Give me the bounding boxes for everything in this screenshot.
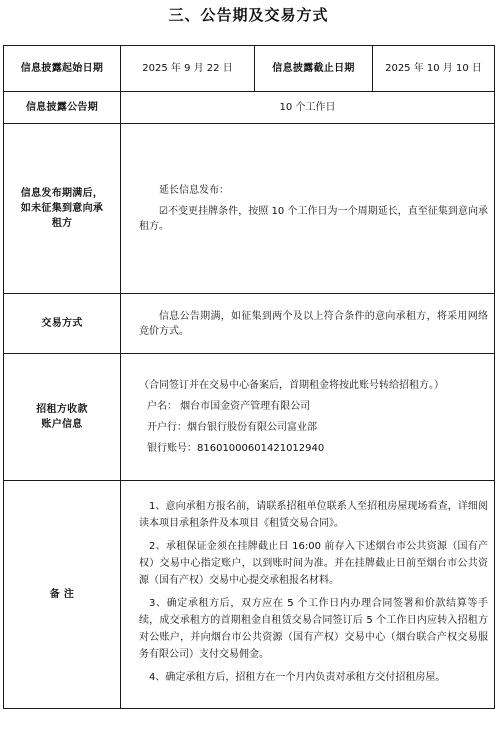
remark-item: 2、承租保证金须在挂牌截止日 16:00 前存入下述烟台市公共资源（国有产权）交易中心指定账户，以到账时间为准。并在挂牌截止日前至烟台市公共资源（国有产权）交易中心提交承租报名材料。	[139, 540, 488, 586]
row-trade-method	[4, 294, 495, 354]
bank-content	[121, 354, 495, 481]
expiry-heading: 延长信息发布：	[159, 185, 229, 196]
row-remarks	[4, 481, 495, 709]
account-bank: 开户行：烟台银行股份有限公司富业部	[147, 422, 317, 433]
trade-content	[121, 294, 495, 354]
end-date-value: 2025 年 10 月 10 日	[373, 46, 495, 92]
bank-label-line: 招租方收款	[36, 404, 88, 415]
remark-item: 4、确定承租方后，招租方在一个月内负责对承租方交付招租房屋。	[149, 671, 446, 683]
expiry-label-line: 信息发布期满后，	[20, 188, 104, 199]
trade-label: 交易方式	[4, 294, 121, 354]
end-date-label: 信息披露截止日期	[255, 46, 373, 92]
start-date-value: 2025 年 9 月 22 日	[121, 46, 255, 92]
start-date-label: 信息披露起始日期	[4, 46, 121, 92]
period-label: 信息披露公告期	[4, 92, 121, 124]
section-title: 三、公告期及交易方式	[168, 6, 329, 24]
remark-item: 1、意向承租方报名前，请联系招租单位联系人至招租房屋现场看查，详细阅读本项目承租条件及本项目《租赁交易合同》。	[139, 500, 488, 529]
remarks-content	[121, 481, 495, 709]
remark-item: 3、确定承租方后，双方应在 5 个工作日内办理合同签署和价款结算等手续，成交承租方的首期租金自租赁交易合同签订后 5 个工作日内应转入招租方对公账户，并向烟台市公共资源（国有产权）交易中心（烟台联合产权交易服务有限公司）支付交易佣金。	[139, 597, 488, 660]
remarks-label: 备 注	[4, 481, 121, 709]
expiry-label	[4, 124, 121, 294]
trade-text: 信息公告期满，如征集到两个及以上符合条件的意向承租方，将采用网络竞价方式。	[139, 310, 488, 337]
bank-label	[4, 354, 121, 481]
expiry-text: ☑不变更挂牌条件，按照 10 个工作日为一个周期延长，直至征集到意向承租方。	[139, 206, 488, 232]
period-value: 10 个工作日	[121, 92, 495, 124]
expiry-label-line: 租方	[51, 218, 73, 229]
row-disclosure-dates	[4, 46, 495, 92]
notice-table	[3, 45, 495, 709]
bank-note: （合同签订并在交易中心备案后，首期租金将按此账号转给招租方。）	[139, 380, 444, 391]
row-disclosure-period	[4, 92, 495, 124]
expiry-content	[121, 124, 495, 294]
expiry-label-line: 如未征集到意向承	[20, 203, 104, 214]
bank-label-line: 账户信息	[41, 419, 83, 430]
row-bank-account	[4, 354, 495, 481]
row-expiry-handling	[4, 124, 495, 294]
account-number: 银行账号：81601000601421012940	[147, 443, 325, 454]
account-holder: 户名： 烟台市国金资产管理有限公司	[147, 401, 311, 412]
